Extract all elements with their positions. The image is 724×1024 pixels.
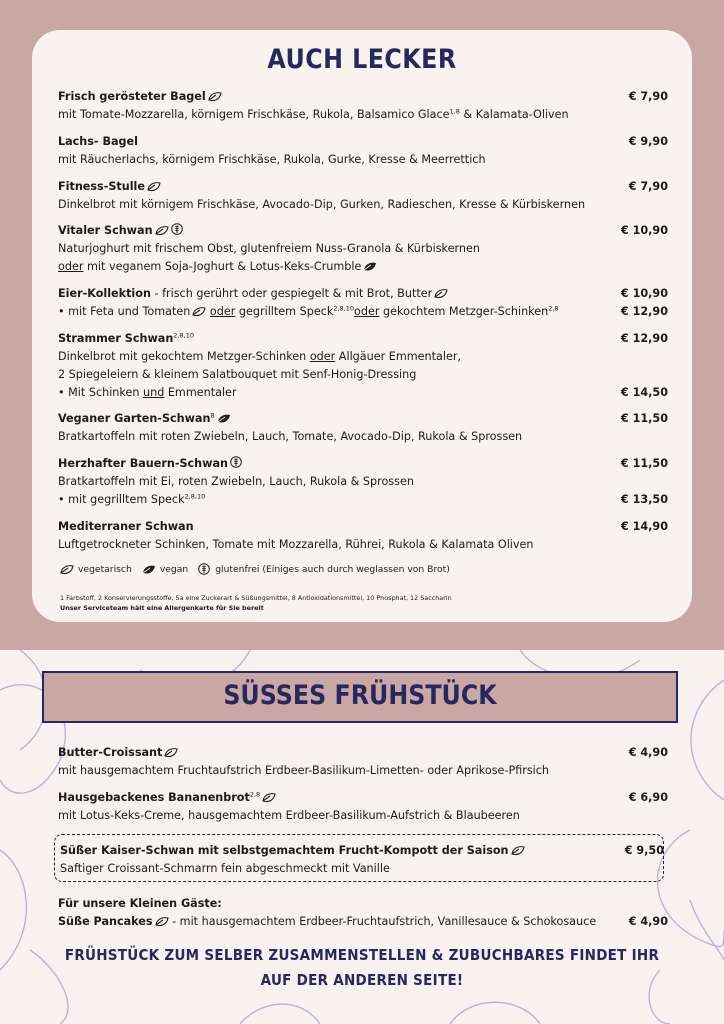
menu-item-bagel: [58, 88, 668, 124]
allergen-sup: 2,8,10: [333, 304, 355, 313]
item-description: mit Lotus-Keks-Creme, hausgemachtem Erdbeer-Basilikum-Aufstrich & Blaubeeren: [58, 809, 520, 822]
item-price: € 4,90: [628, 915, 668, 928]
allergen-sup: 1,8: [449, 107, 460, 116]
item-description: Dinkelbrot mit gekochtem Metzger-Schinken: [58, 350, 310, 363]
vegetarian-icon: [155, 916, 169, 927]
menu-item-veganer-garten-schwan: [58, 410, 668, 446]
item-price: € 4,90: [628, 746, 668, 759]
legend-vegetarian: vegetarisch: [78, 564, 132, 575]
item-description: mit Tomate-Mozzarella, körnigem Frischkäse, Rukola, Balsamico Glace: [58, 108, 450, 121]
item-description: Naturjoghurt mit frischem Obst, glutenfreiem Nuss-Granola & Kürbiskernen: [58, 242, 480, 255]
menu-item-lachs-bagel: [58, 133, 668, 169]
item-name-rest: - frisch gerührt oder gespiegelt & mit Brot, Butter: [150, 287, 433, 300]
item-name: Süße Pancakes: [58, 915, 153, 928]
item-price: € 6,90: [628, 791, 668, 804]
allergen-sup: 2,8: [249, 790, 261, 799]
item-name: Eier-Kollektion: [58, 287, 151, 300]
item-description: - mit hausgemachtem Erdbeer-Fruchtaufstrich, Vanillesauce & Schokosauce: [168, 915, 597, 928]
sub-option: • mit gegrilltem Speck: [58, 493, 185, 506]
sub-option: • mit Feta und Tomaten: [58, 305, 191, 318]
item-name: Fitness-Stulle: [58, 180, 145, 193]
menu-item-fitness-stulle: [58, 178, 668, 214]
underlined-word: oder: [354, 305, 380, 318]
item-description-end: Allgäuer Emmentaler,: [335, 350, 461, 363]
menu-item-eier-kollektion: [58, 285, 668, 321]
item-price: € 9,90: [628, 135, 668, 148]
sub-option-end: Emmentaler: [164, 386, 237, 399]
item-description: Saftiger Croissant-Schmarrn fein abgeschmeckt mit Vanille: [60, 862, 390, 875]
sub-option-mid: gegrilltem Speck: [235, 305, 334, 318]
sub-option-end: gekochtem Metzger-Schinken: [379, 305, 549, 318]
item-description: Bratkartoffeln mit roten Zwiebeln, Lauch, Tomate, Avocado-Dip, Rukola & Sprossen: [58, 430, 523, 443]
item-price: € 11,50: [620, 412, 668, 425]
item-name: Vitaler Schwan: [58, 224, 153, 237]
vegetarian-icon: [208, 91, 222, 102]
vegetarian-icon: [155, 225, 169, 236]
kids-section: [58, 895, 668, 931]
item-name: Strammer Schwan: [58, 332, 174, 345]
underlined-word: oder: [58, 260, 84, 273]
item-price: € 14,90: [620, 520, 668, 533]
item-price: € 10,90: [620, 287, 668, 300]
glutenfree-icon: [171, 223, 184, 236]
underlined-word: und: [143, 386, 165, 399]
underlined-word: oder: [209, 305, 236, 318]
item-description: Luftgetrockneter Schinken, Tomate mit Mozzarella, Rührei, Rukola & Kalamata Oliven: [58, 538, 534, 551]
vegetarian-icon: [60, 564, 74, 575]
kids-label: Für unsere Kleinen Gäste:: [58, 897, 222, 910]
sub-price: € 13,50: [620, 493, 668, 506]
sub-option: • Mit Schinken: [58, 386, 144, 399]
item-description-2: 2 Spiegeleiern & kleinem Salatbouquet mit Senf-Honig-Dressing: [58, 368, 417, 381]
item-price: € 12,90: [620, 332, 668, 345]
glutenfree-icon: [198, 563, 211, 576]
legend-vegan: vegan: [159, 564, 189, 575]
item-name: Süßer Kaiser-Schwan mit selbstgemachtem Frucht-Kompott der Saison: [60, 844, 509, 857]
item-name: Hausgebackenes Bananenbrot: [58, 791, 250, 804]
allergen-sup: 2,8,10: [173, 331, 194, 340]
item-description: mit Räucherlachs, körnigem Frischkäse, Rukola, Gurke, Kresse & Meerrettich: [58, 153, 486, 166]
item-description-end: & Kalamata-Oliven: [459, 108, 569, 121]
section-title-suesses-fruehstueck: SÜSSES FRÜHSTÜCK: [223, 680, 497, 711]
vegetarian-icon: [164, 747, 178, 758]
item-price: € 7,90: [628, 180, 668, 193]
item-description-2: mit veganem Soja-Joghurt & Lotus-Keks-Crumble: [83, 260, 362, 273]
item-description: Bratkartoffeln mit Ei, roten Zwiebeln, Lauch, Rukola & Sprossen: [58, 475, 414, 488]
vegan-icon: [142, 564, 156, 575]
vegan-icon: [217, 413, 231, 424]
item-price: € 7,90: [628, 90, 668, 103]
vegetarian-icon: [262, 792, 276, 803]
underlined-word: oder: [309, 350, 336, 363]
menu-item-herzhafter-bauern-schwan: [58, 455, 668, 509]
menu-item-bananenbrot: [58, 789, 668, 825]
menu-item-butter-croissant: [58, 744, 668, 780]
closing-line-1: FRÜHSTÜCK ZUM SELBER ZUSAMMENSTELLEN & ZUBUCHBARES FINDET IHR: [64, 946, 660, 964]
diet-legend: [60, 563, 450, 576]
additives-footnote: 1 Farbstoff, 2 Konservierungsstoffe, 5a eine Zuckerart & Süßungsmittel, 8 Antioxidationsmittel, 10 Phosphat, 12 Saccharin: [60, 594, 452, 602]
vegetarian-icon: [147, 181, 161, 192]
vegan-icon: [363, 261, 377, 272]
vegetarian-icon: [434, 288, 448, 299]
item-description: mit hausgemachtem Fruchtaufstrich Erdbeer-Basilikum-Limetten- oder Aprikose-Pfirsich: [58, 764, 550, 777]
item-price: € 11,50: [620, 457, 668, 470]
legend-glutenfree: glutenfrei (Einiges auch durch weglassen von Brot): [215, 564, 450, 575]
glutenfree-icon: [230, 456, 243, 469]
sub-price: € 12,90: [620, 305, 668, 318]
menu-item-kaiser-schwan: [60, 842, 664, 878]
allergen-sup: 2,8: [548, 304, 559, 313]
menu-item-strammer-schwan: [58, 330, 668, 402]
item-name: Frisch gerösteter Bagel: [58, 90, 206, 103]
allergen-sup: 2,8,10: [184, 492, 206, 501]
item-name: Lachs- Bagel: [58, 135, 138, 148]
item-price: € 10,90: [620, 224, 668, 237]
vegetarian-icon: [511, 845, 525, 856]
vegetarian-icon: [192, 306, 206, 317]
item-name: Herzhafter Bauern-Schwan: [58, 457, 228, 470]
section-title-auch-lecker: AUCH LECKER: [267, 44, 457, 75]
allergen-note: Unser Serviceteam hält eine Allergenkarte für Sie bereit: [60, 604, 264, 612]
closing-line-2: AUF DER ANDEREN SEITE!: [260, 971, 464, 989]
item-price: € 9,50: [624, 844, 664, 857]
item-description: Dinkelbrot mit körnigem Frischkäse, Avocado-Dip, Gurken, Radieschen, Kresse & Kürbiskernen: [58, 198, 586, 211]
item-name: Veganer Garten-Schwan: [58, 412, 211, 425]
section-banner-suesses-fruehstueck: [42, 671, 678, 723]
menu-item-vitaler-schwan: [58, 222, 668, 276]
menu-item-mediterraner-schwan: [58, 518, 668, 554]
sub-price: € 14,50: [620, 386, 668, 399]
item-name: Butter-Croissant: [58, 746, 163, 759]
allergen-sup: 8: [210, 411, 215, 420]
item-name: Mediterraner Schwan: [58, 520, 194, 533]
